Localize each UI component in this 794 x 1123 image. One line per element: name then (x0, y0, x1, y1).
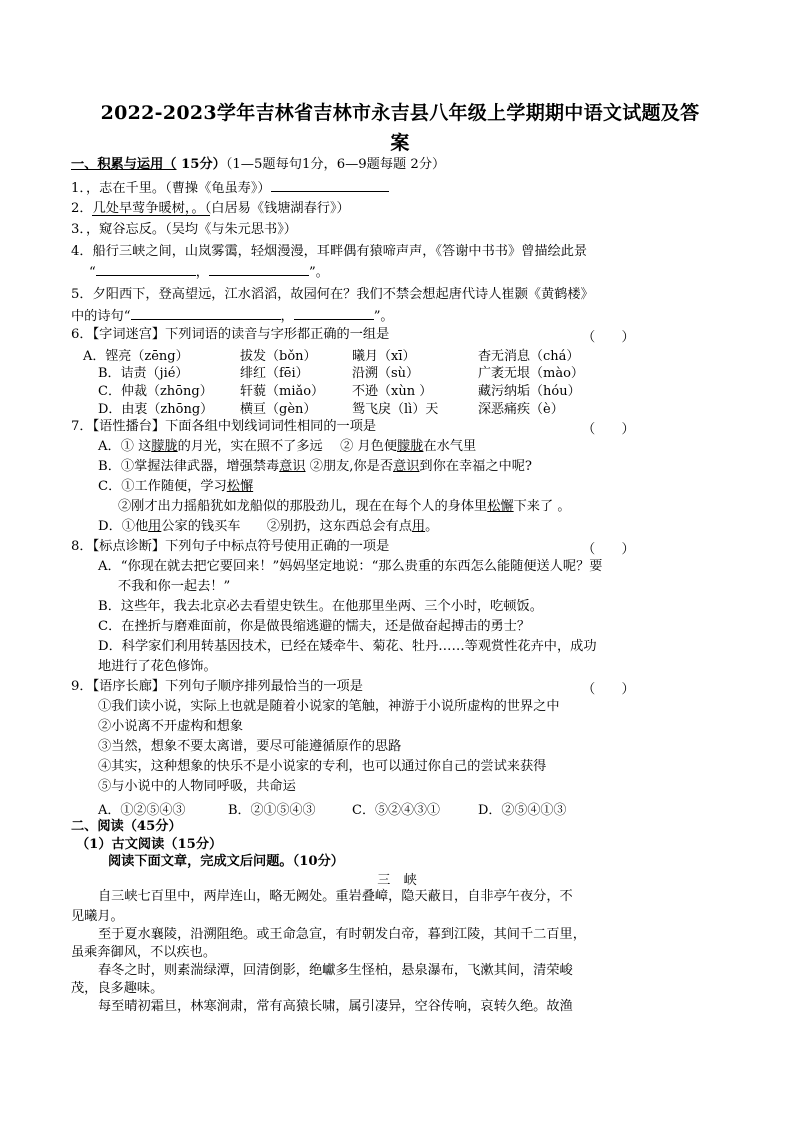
sentence-2: ②小说离不开虚构和想象 (98, 719, 244, 734)
option-a-line-2: 不我和你一起去！” (118, 579, 231, 594)
option-a-word-3: 曦月（xī） (352, 349, 416, 364)
comma: ， (195, 265, 209, 280)
question-1 (71, 179, 389, 198)
option-text: 到你在幸福之中呢? (419, 459, 532, 474)
sentence-5: ⑤与小说中的人物同呼吸，共命运 (98, 779, 296, 794)
section-1-heading (71, 156, 445, 174)
close-quote: ”。 (308, 265, 329, 280)
option-a[interactable] (98, 438, 476, 456)
question-6-stem: 6．【字词迷宫】下列词语的读音与字形都正确的一组是 (71, 327, 390, 342)
section-1-heading-text: 一、积累与运用（ (71, 157, 177, 172)
passage-line: 至于夏水襄陵，沿溯阻绝。或王命急宣，有时朝发白帝，暮到江陵，其间千二百里， (98, 927, 586, 942)
option-c-word-4: 藏污纳垢（hóu） (478, 384, 581, 399)
option-c[interactable] (98, 478, 253, 496)
option-d-word-4: 深恶痛疾（è） (478, 402, 564, 417)
question-9-stem: 9．【语序长廊】下列句子顺序排列最恰当的一项是 (71, 679, 363, 694)
passage-line: 见曦月。 (71, 909, 124, 924)
question-3-text: 3．，窥谷忘反。（吴均《与朱元思书》） (71, 222, 297, 237)
option-text: 在水气里 (423, 439, 477, 454)
close-quote: ”。 (373, 309, 394, 324)
option-d[interactable]: D．②⑤④①③ (478, 803, 567, 818)
answer-blank[interactable] (209, 263, 309, 276)
option-d-line-2: 地进行了花色修饰。 (98, 659, 217, 674)
option-b-word-3: 沿溯（sù） (352, 366, 420, 381)
option-b[interactable]: B．②①⑤④③ (228, 803, 316, 818)
option-text: 下来了 。 (513, 499, 571, 514)
question-1-text: 1．，志在千里。（曹操《龟虽寿》） (71, 181, 271, 196)
poem-lead-in: 中的诗句“ (71, 309, 131, 324)
option-a-word-1: A．铿亮（zēng） (83, 349, 189, 364)
question-4-blanks (89, 263, 329, 282)
option-text: 的月光，实在照不了多远 ② 月色便 (177, 439, 398, 454)
passage-line: 茂，良多趣味。 (71, 981, 164, 996)
option-a-word-2: 拔发（bǒn） (240, 349, 317, 364)
option-d[interactable]: D．科学家们利用转基因技术，已经在矮牵牛、菊花、牡丹……等观赏性花卉中，成功 (98, 639, 597, 654)
option-b-word-2: 绯红（fēi） (240, 366, 309, 381)
answer-blank[interactable] (96, 263, 196, 276)
option-c-word-2: 轩藐（miǎo） (240, 384, 325, 399)
underlined-word: 朦胧 (397, 439, 424, 454)
sentence-4: ④其实，这种想象的快乐不是小说家的专利，也可以通过你自己的尝试来获得 (98, 759, 547, 774)
option-c-word-1: C．仲裁（zhōng） (98, 384, 213, 399)
option-b[interactable]: B．这些年，我去北京必去看望史铁生。在他那里坐两、三个小时，吃顿饭。 (98, 599, 543, 614)
answer-paren[interactable]: （ ） (582, 422, 635, 437)
option-text: ②朋友,你是否 (305, 459, 394, 474)
option-c-line-2 (118, 498, 571, 516)
question-2-text: 2．几处早莺争暖树，。（白居易《钱塘湖春行》） (71, 201, 350, 216)
option-c[interactable]: C．在挫折与磨难面前，你是做畏缩逃避的懦夫，还是做奋起搏击的勇士？ (98, 619, 531, 634)
open-quote: “ (89, 265, 96, 280)
section-1-note: （1—5题每句1分，6—9题每题 2分） (225, 157, 446, 172)
answer-paren[interactable]: （ ） (582, 330, 635, 345)
passage-line: 自三峡七百里中，两岸连山，略无阙处。重岩叠嶂，隐天蔽日，自非亭午夜分，不 (98, 889, 573, 904)
passage-title: 三 峡 (377, 873, 417, 888)
option-d[interactable] (98, 518, 438, 536)
underlined-word: 松懈 (226, 479, 254, 494)
option-b-word-1: B．诘责（jié） (98, 366, 189, 381)
answer-paren[interactable]: （ ） (582, 542, 635, 557)
question-8-stem: 8．【标点诊断】下列句子中标点符号使用正确的一项是 (71, 539, 390, 554)
answer-blank[interactable] (92, 203, 210, 216)
question-4 (71, 243, 587, 261)
reading-instruction: 阅读下面文章，完成文后问题。（10分） (108, 854, 344, 869)
title-line-2: 案 (390, 132, 410, 154)
underlined-word: 朦胧 (151, 439, 178, 454)
option-d-word-3: 鸳飞戾（lì）天 (352, 402, 439, 417)
option-a[interactable]: A．“你现在就去把它要回来！”妈妈坚定地说：“那么贵重的东西怎么能随便送人呢？要 (98, 559, 603, 574)
passage-line: 春冬之时，则素湍绿潭，回清倒影，绝巘多生怪柏，悬泉瀑布，飞漱其间，清荣峻 (98, 963, 573, 978)
section-2-heading: 二、阅读（45分） (71, 819, 182, 834)
option-b-word-4: 广袤无垠（mào） (478, 366, 584, 381)
answer-blank[interactable] (294, 307, 374, 320)
passage-line: 每至晴初霜旦，林寒涧肃，常有高猿长啸，属引凄异，空谷传响，哀转久绝。故渔 (98, 999, 573, 1014)
sentence-3: ③当然，想象不要太离谱，要尽可能遵循原作的思路 (98, 739, 402, 754)
underlined-word: 用 (148, 519, 162, 534)
underlined-word: 用 (411, 519, 426, 534)
option-text: 公家的钱买车 ②别扔，这东西总会有点 (161, 519, 412, 534)
comma: ， (280, 309, 294, 324)
option-text: 。 (425, 519, 439, 534)
question-3 (71, 221, 297, 239)
page-title (80, 98, 720, 158)
option-text: B．①掌握法律武器，增强禁毒 (98, 459, 280, 474)
option-d-word-1: D．由衷（zhōng） (98, 402, 214, 417)
question-4-text: 4．船行三峡之间，山岚雾霭，轻烟漫漫，耳畔偶有猿啼声声，《答谢中书书》曾描绘此景 (71, 244, 588, 259)
subsection-heading: （1）古文阅读（15分） (76, 837, 223, 852)
option-a-word-4: 杳无消息（chá） (478, 349, 580, 364)
title-line-1: 2022-2023学年吉林省吉林市永吉县八年级上学期期中语文试题及答 (100, 102, 700, 124)
option-b[interactable] (98, 458, 532, 476)
section-1-score: 15分） (176, 157, 226, 172)
option-d-word-2: 横亘（gèn） (240, 402, 317, 417)
option-text: ②刚才出力摇船犹如龙船似的那股劲儿，现在在每个人的身体里 (118, 499, 488, 514)
option-text: C．①工作随便，学习 (98, 479, 227, 494)
sentence-1: ①我们读小说，实际上也就是随着小说家的笔触，神游于小说所虚构的世界之中 (98, 699, 560, 714)
underlined-word: 意识 (279, 459, 306, 474)
option-c[interactable]: C．⑤②④③① (352, 803, 440, 818)
question-5-blanks (71, 307, 394, 326)
underlined-word: 意识 (393, 459, 420, 474)
answer-blank[interactable] (131, 307, 281, 320)
option-text: D．①他 (98, 519, 149, 534)
option-text: A．① 这 (98, 439, 152, 454)
answer-blank[interactable] (271, 179, 389, 192)
question-5-text: 5．夕阳西下，登高望远，江水滔滔，故园何在？我们不禁会想起唐代诗人崔颢《黄鹤楼》 (71, 287, 594, 302)
question-5 (71, 286, 594, 304)
option-c-word-3: 不逊（xùn ） (352, 384, 433, 399)
question-7-stem: 7．【语性播台】下面各组中划线词词性相同的一项是 (71, 419, 377, 434)
passage-line: 虽乘奔御风，不以疾也。 (71, 945, 217, 960)
answer-paren[interactable]: （ ） (582, 682, 635, 697)
underlined-word: 松懈 (487, 499, 514, 514)
option-a[interactable]: A．①②⑤④③ (98, 803, 186, 818)
